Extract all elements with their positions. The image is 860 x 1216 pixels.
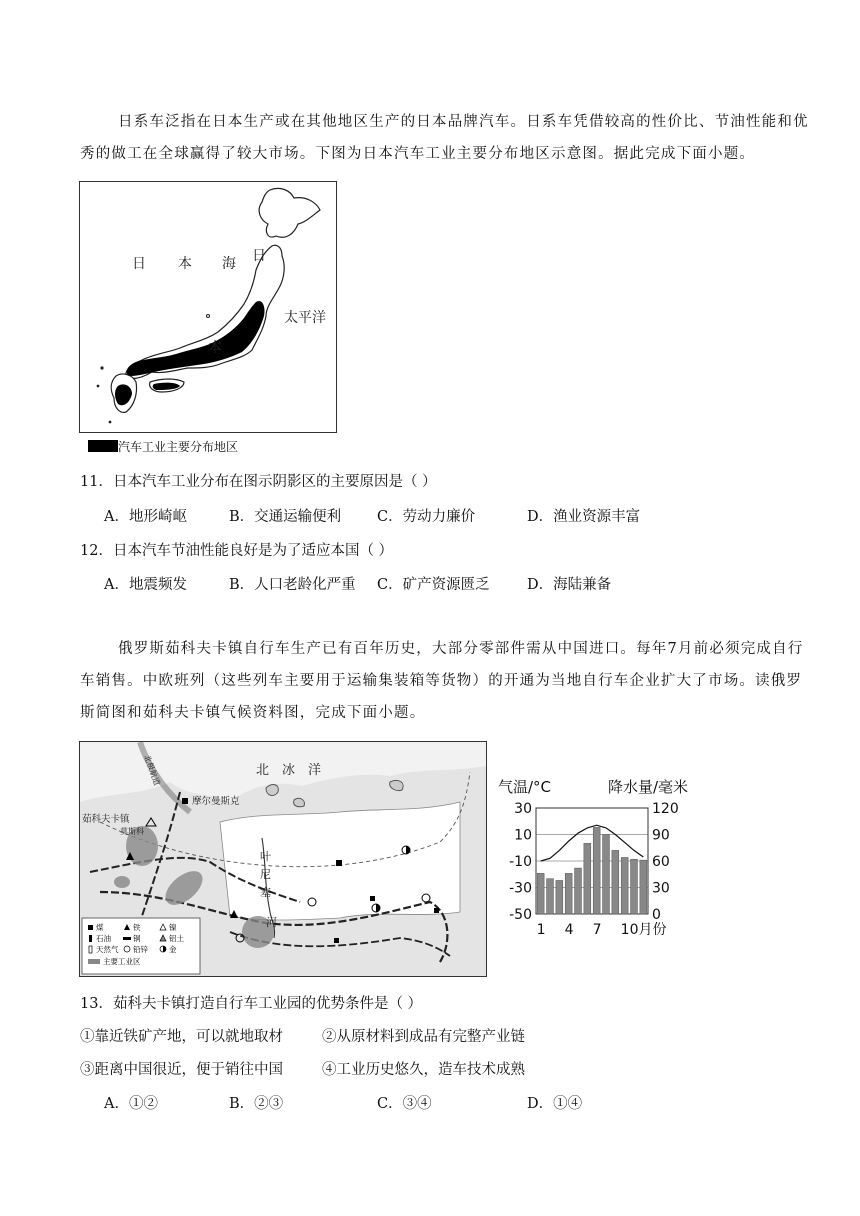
legend-swatch	[88, 440, 118, 452]
legend-copper: 铜	[133, 934, 141, 943]
legend-bauxite: 铝土	[169, 934, 184, 943]
chart-right-tick: 30	[652, 880, 670, 897]
legend-oil: 石油	[96, 934, 111, 943]
chart-left-tick: 30	[514, 801, 532, 817]
q12-option-c[interactable]: C．矿产资源匮乏	[377, 577, 490, 593]
q11-option-c[interactable]: C．劳动力廉价	[377, 509, 476, 525]
chart-bar-7	[593, 827, 600, 914]
chart-right-tick: 120	[652, 801, 679, 817]
q11-option-a[interactable]: A．地形崎岖	[104, 509, 187, 525]
q13-stem: 13．茹科夫卡镇打造自行车工业园的优势条件是（ ）	[80, 996, 423, 1012]
q13-statement-1: ①靠近铁矿产地，可以就地取材	[80, 1029, 283, 1045]
chart-right-tick: 0	[652, 907, 661, 923]
label-zhukovka: 茹科夫卡镇	[82, 814, 130, 825]
label-ben2: 本	[208, 340, 222, 356]
japan-map	[79, 181, 337, 433]
chart-ylabel-right: 降水量/毫米	[608, 778, 689, 796]
label-murmansk: 摩尔曼斯克	[192, 796, 240, 807]
russia-map	[79, 741, 487, 977]
legend-coal: 煤	[96, 923, 104, 932]
passage2-line3: 斯简图和茹科夫卡镇气候资料图，完成下面小题。	[80, 705, 426, 721]
passage1-line2: 秀的做工在全球赢得了较大市场。下图为日本汽车工业主要分布地区示意图。据此完成下面小题。	[80, 146, 756, 162]
chart-left-tick: -50	[509, 907, 532, 923]
chart-x-tick: 4	[564, 922, 574, 938]
chart-bar-11	[631, 859, 638, 914]
chart-bar-2	[547, 879, 554, 914]
legend-iron: 铁	[133, 923, 141, 932]
russia-map-svg	[80, 742, 486, 976]
label-ri: 日	[132, 256, 146, 272]
passage1-line1: 日系车泛指在日本生产或在其他地区生产的日本品牌汽车。日系车凭借较高的性价比、节油性能和优	[118, 114, 809, 130]
chart-bar-8	[603, 835, 610, 915]
climate-chart	[496, 768, 716, 944]
label-hai: 海	[222, 256, 236, 272]
label-ben: 本	[178, 256, 192, 272]
chart-left-tick: 10	[514, 827, 532, 844]
chart-bar-6	[584, 843, 591, 914]
legend-industry: 主要工业区	[103, 957, 141, 966]
japan-map-svg	[80, 182, 336, 432]
label-yenisei-3: 塞	[260, 886, 271, 899]
chart-bar-5	[575, 868, 582, 914]
chart-left-tick: -10	[509, 854, 532, 870]
q11-option-b[interactable]: B．交通运输便利	[229, 509, 342, 525]
q13-statement-2: ②从原材料到成品有完整产业链	[322, 1029, 525, 1045]
label-ri2: 日	[252, 248, 266, 264]
climate-chart-svg	[496, 768, 716, 944]
q12-option-a[interactable]: A．地震频发	[104, 577, 187, 593]
passage2-line1: 俄罗斯茹科夫卡镇自行车生产已有百年历史，大部分零部件需从中国进口。每年7月前必须完成自行	[118, 641, 804, 657]
q13-option-d[interactable]: D．①④	[527, 1096, 583, 1112]
q13-statement-3: ③距离中国很近，便于销往中国	[80, 1062, 283, 1078]
chart-right-tick: 60	[652, 854, 670, 870]
q13-statement-4: ④工业历史悠久，造车技术成熟	[322, 1062, 525, 1078]
chart-bar-9	[612, 850, 619, 914]
q12-stem: 12．日本汽车节油性能良好是为了适应本国（ ）	[80, 543, 394, 559]
label-northern-route: 北极航道	[142, 753, 162, 787]
label-yenisei-4: 河	[266, 916, 277, 929]
legend-text: 汽车工业主要分布地区	[118, 440, 239, 454]
q11-stem: 11．日本汽车工业分布在图示阴影区的主要原因是（ ）	[80, 474, 437, 490]
q13-option-b[interactable]: B．②③	[229, 1096, 284, 1112]
q13-option-a[interactable]: A．①②	[104, 1096, 158, 1112]
label-arctic-ocean: 北 冰 洋	[256, 763, 322, 778]
chart-bar-1	[537, 873, 544, 914]
chart-bar-4	[565, 873, 572, 914]
chart-bar-10	[621, 857, 628, 914]
legend-nickel: 镍	[169, 923, 177, 932]
label-pacific: 太平洋	[284, 310, 326, 326]
q12-option-b[interactable]: B．人口老龄化严重	[229, 577, 356, 593]
legend-leadzinc: 铅锌	[133, 945, 148, 954]
chart-x-tick: 1	[536, 922, 546, 938]
q11-option-d[interactable]: D．渔业资源丰富	[527, 509, 641, 525]
label-yenisei-1: 叶	[260, 850, 271, 863]
chart-bar-3	[556, 880, 563, 914]
chart-right-tick: 90	[652, 827, 670, 844]
chart-left-tick: -30	[509, 880, 532, 897]
chart-ylabel-left: 气温/°C	[498, 778, 552, 796]
chart-x-tick: 10月份	[620, 922, 667, 938]
label-yenisei-2: 尼	[260, 868, 271, 881]
q12-option-d[interactable]: D．海陆兼备	[527, 577, 612, 593]
chart-x-tick: 7	[592, 922, 602, 938]
q13-option-c[interactable]: C．③④	[377, 1096, 432, 1112]
chart-temperature-line	[541, 825, 644, 861]
legend-gold: 金	[169, 945, 177, 954]
passage2-line2: 车销售。中欧班列（这些列车主要用于运输集装箱等货物）的开通为当地自行车企业扩大了市场。读俄罗	[80, 673, 803, 689]
label-moscow: 莫斯科	[120, 827, 144, 836]
legend-gas: 天然气	[96, 945, 119, 954]
chart-bar-12	[640, 860, 647, 914]
